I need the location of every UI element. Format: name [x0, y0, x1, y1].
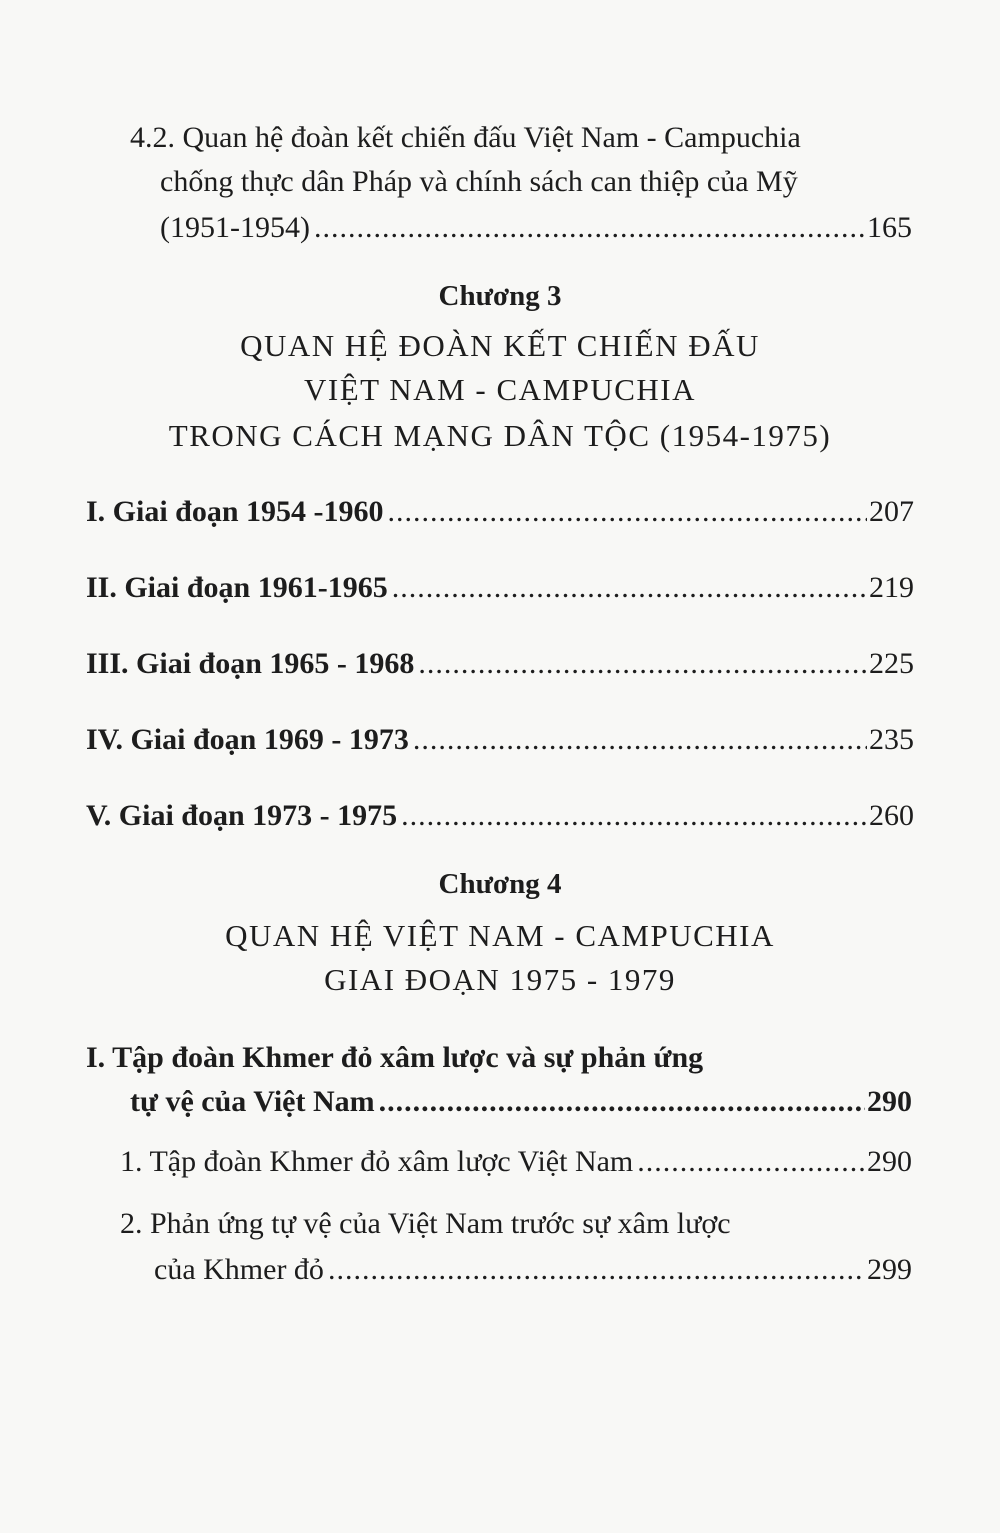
toc-entry-ch3-3[interactable]: [86, 646, 914, 682]
page-number: 225: [869, 647, 914, 680]
chapter-4-title-line2: GIAI ĐOẠN 1975 - 1979: [324, 962, 676, 997]
toc-entry-text: II. Giai đoạn 1961-1965: [86, 571, 388, 604]
chapter-4-label: Chương 4: [438, 868, 562, 900]
page-number: 219: [869, 571, 914, 604]
toc-entry-text: (1951-1954): [160, 211, 310, 244]
dot-leader: [637, 1144, 865, 1180]
toc-entry-ch4-2-line1: 2. Phản ứng tự vệ của Việt Nam trước sự xâm lược: [120, 1207, 731, 1240]
toc-entry-ch4-I-line2[interactable]: [130, 1084, 912, 1120]
toc-entry-text: V. Giai đoạn 1973 - 1975: [86, 799, 398, 832]
toc-entry-ch3-5[interactable]: [86, 798, 914, 834]
chapter-3-title-line3: TRONG CÁCH MẠNG DÂN TỘC (1954-1975): [168, 418, 832, 453]
page-number: 165: [867, 211, 912, 244]
toc-entry-text: I. Giai đoạn 1954 -1960: [86, 495, 384, 528]
page-number: 207: [869, 495, 914, 528]
page-number: 235: [869, 723, 914, 756]
toc-entry-4-2-line3[interactable]: [160, 210, 912, 246]
page-number: 290: [867, 1085, 912, 1118]
toc-entry-ch3-4[interactable]: [86, 722, 914, 758]
dot-leader: [379, 1084, 865, 1120]
dot-leader: [388, 494, 867, 530]
toc-entry-ch3-1[interactable]: [86, 494, 914, 530]
toc-entry-ch4-1[interactable]: [120, 1144, 912, 1180]
toc-entry-ch4-I-line1: I. Tập đoàn Khmer đỏ xâm lược và sự phản ứng: [86, 1041, 704, 1074]
chapter-3-title-line1: QUAN HỆ ĐOÀN KẾT CHIẾN ĐẤU: [240, 328, 760, 363]
page-number: 299: [867, 1253, 912, 1286]
dot-leader: [413, 722, 867, 758]
toc-entry-text: của Khmer đỏ: [154, 1253, 324, 1286]
toc-entry-text: 1. Tập đoàn Khmer đỏ xâm lược Việt Nam: [120, 1145, 634, 1178]
toc-entry-text: III. Giai đoạn 1965 - 1968: [86, 647, 415, 680]
dot-leader: [418, 646, 867, 682]
dot-leader: [401, 798, 867, 834]
chapter-4-title-line1: QUAN HỆ VIỆT NAM - CAMPUCHIA: [225, 918, 775, 953]
toc-entry-4-2-line2: chống thực dân Pháp và chính sách can thiệp của Mỹ: [160, 165, 798, 198]
toc-entry-text: tự vệ của Việt Nam: [130, 1085, 375, 1118]
page-number: 290: [867, 1145, 912, 1178]
dot-leader: [328, 1252, 865, 1288]
toc-entry-ch4-2-line2[interactable]: [154, 1252, 912, 1288]
toc-entry-ch3-2[interactable]: [86, 570, 914, 606]
dot-leader: [392, 570, 867, 606]
chapter-3-label: Chương 3: [438, 280, 562, 312]
dot-leader: [314, 210, 865, 246]
page-number: 260: [869, 799, 914, 832]
chapter-3-title-line2: VIỆT NAM - CAMPUCHIA: [304, 372, 696, 407]
toc-entry-4-2-line1: 4.2. Quan hệ đoàn kết chiến đấu Việt Nam - Campuchia: [130, 121, 801, 154]
toc-entry-text: IV. Giai đoạn 1969 - 1973: [86, 723, 409, 756]
